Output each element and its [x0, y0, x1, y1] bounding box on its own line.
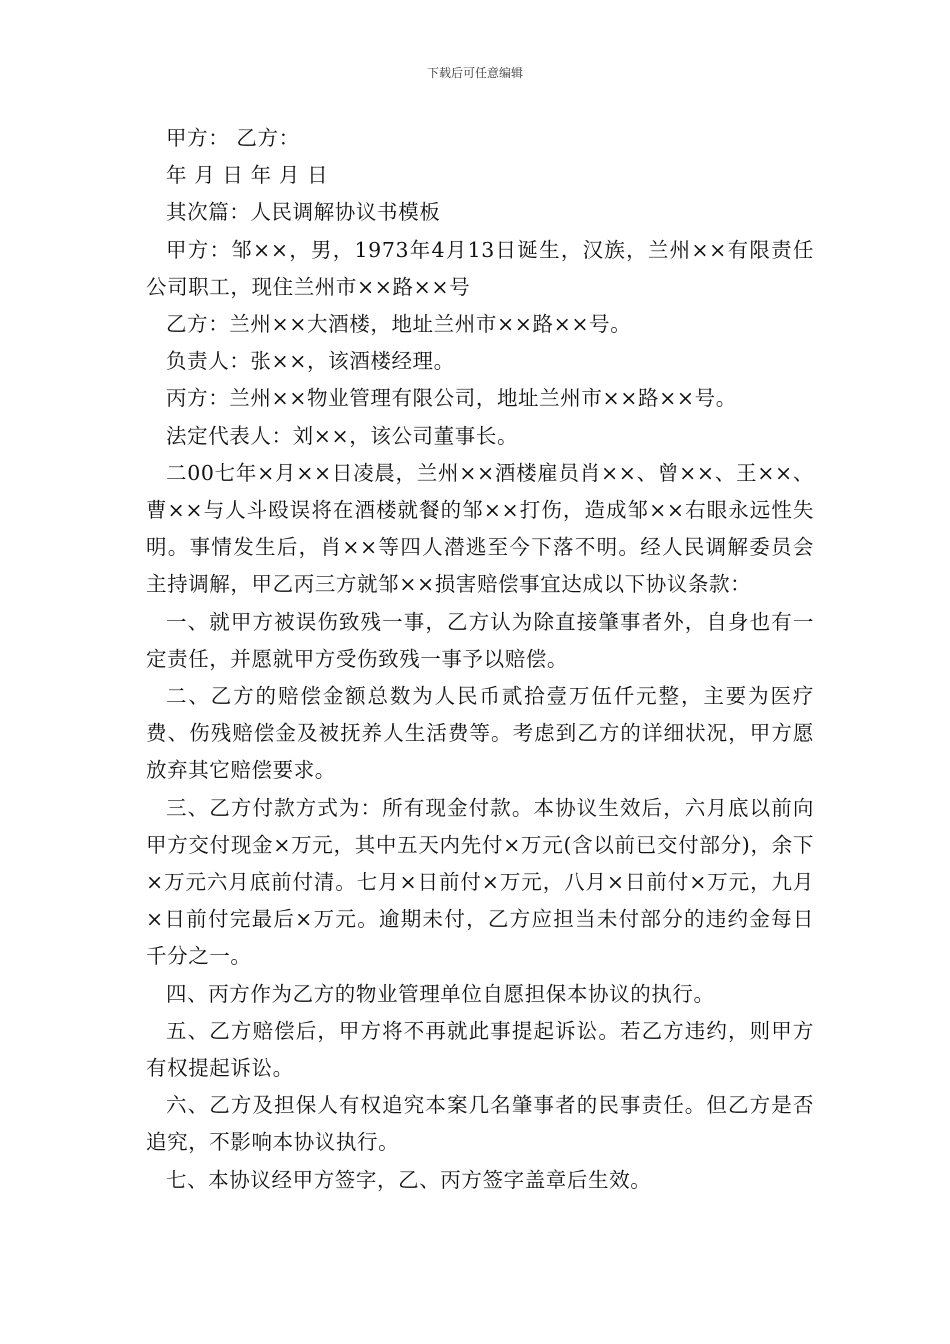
party-c-representative: 法定代表人：刘××，该公司董事长。 [166, 423, 519, 448]
party-a-info: 甲方：邹××，男，1973年4月13日诞生，汉族，兰州××有限责任公司职工，现住兰州市××路××号 [146, 237, 814, 299]
section-title: 其次篇：人民调解协议书模板 [166, 200, 441, 225]
party-c-info: 丙方：兰州××物业管理有限公司，地址兰州市××路××号。 [166, 386, 737, 411]
clause-4: 四、丙方作为乙方的物业管理单位自愿担保本协议的执行。 [166, 981, 715, 1006]
party-b-manager: 负责人：张××，该酒楼经理。 [166, 349, 455, 374]
case-background: 二00七年×月××日凌晨，兰州××酒楼雇员肖××、曾××、王××、曹××与人斗殴误将在酒楼就餐的邹××打伤，造成邹××右眼永远性失明。事情发生后，肖××等四人潜逃至今下落不明。经人民调解委员会主持调解，甲乙丙三方就邹××损害赔偿事宜达成以下协议条款： [146, 460, 814, 597]
signature-date-line: 年 月 日 年 月 日 [166, 163, 329, 188]
document-body [146, 120, 814, 1199]
party-b-info: 乙方：兰州××大酒楼，地址兰州市××路××号。 [166, 312, 632, 337]
clause-5: 五、乙方赔偿后，甲方将不再就此事提起诉讼。若乙方违约，则甲方有权提起诉讼。 [146, 1018, 814, 1081]
clause-6: 六、乙方及担保人有权追究本案几名肇事者的民事责任。但乙方是否追究，不影响本协议执行。 [146, 1093, 814, 1155]
clause-2: 二、乙方的赔偿金额总数为人民币贰拾壹万伍仟元整，主要为医疗费、伤残赔偿金及被抚养人生活费等。考虑到乙方的详细状况，甲方愿放弃其它赔偿要求。 [146, 684, 814, 783]
signature-parties-line: 甲方： 乙方： [166, 126, 300, 150]
clause-1: 一、就甲方被误伤致残一事，乙方认为除直接肇事者外，自身也有一定责任，并愿就甲方受伤致残一事予以赔偿。 [146, 609, 814, 671]
clause-7: 七、本协议经甲方签字，乙、丙方签字盖章后生效。 [166, 1167, 652, 1192]
page-header-note: 下载后可任意编辑 [426, 66, 523, 80]
clause-3: 三、乙方付款方式为：所有现金付款。本协议生效后，六月底以前向甲方交付现金×万元，其中五天内先付×万元(含以前已交付部分)，余下×万元六月底前付清。七月×日前付×万元，八月×日前付×万元，九月×日前付完最后×万元。逾期未付，乙方应担当未付部分的违约金每日千分之一。 [146, 795, 814, 969]
